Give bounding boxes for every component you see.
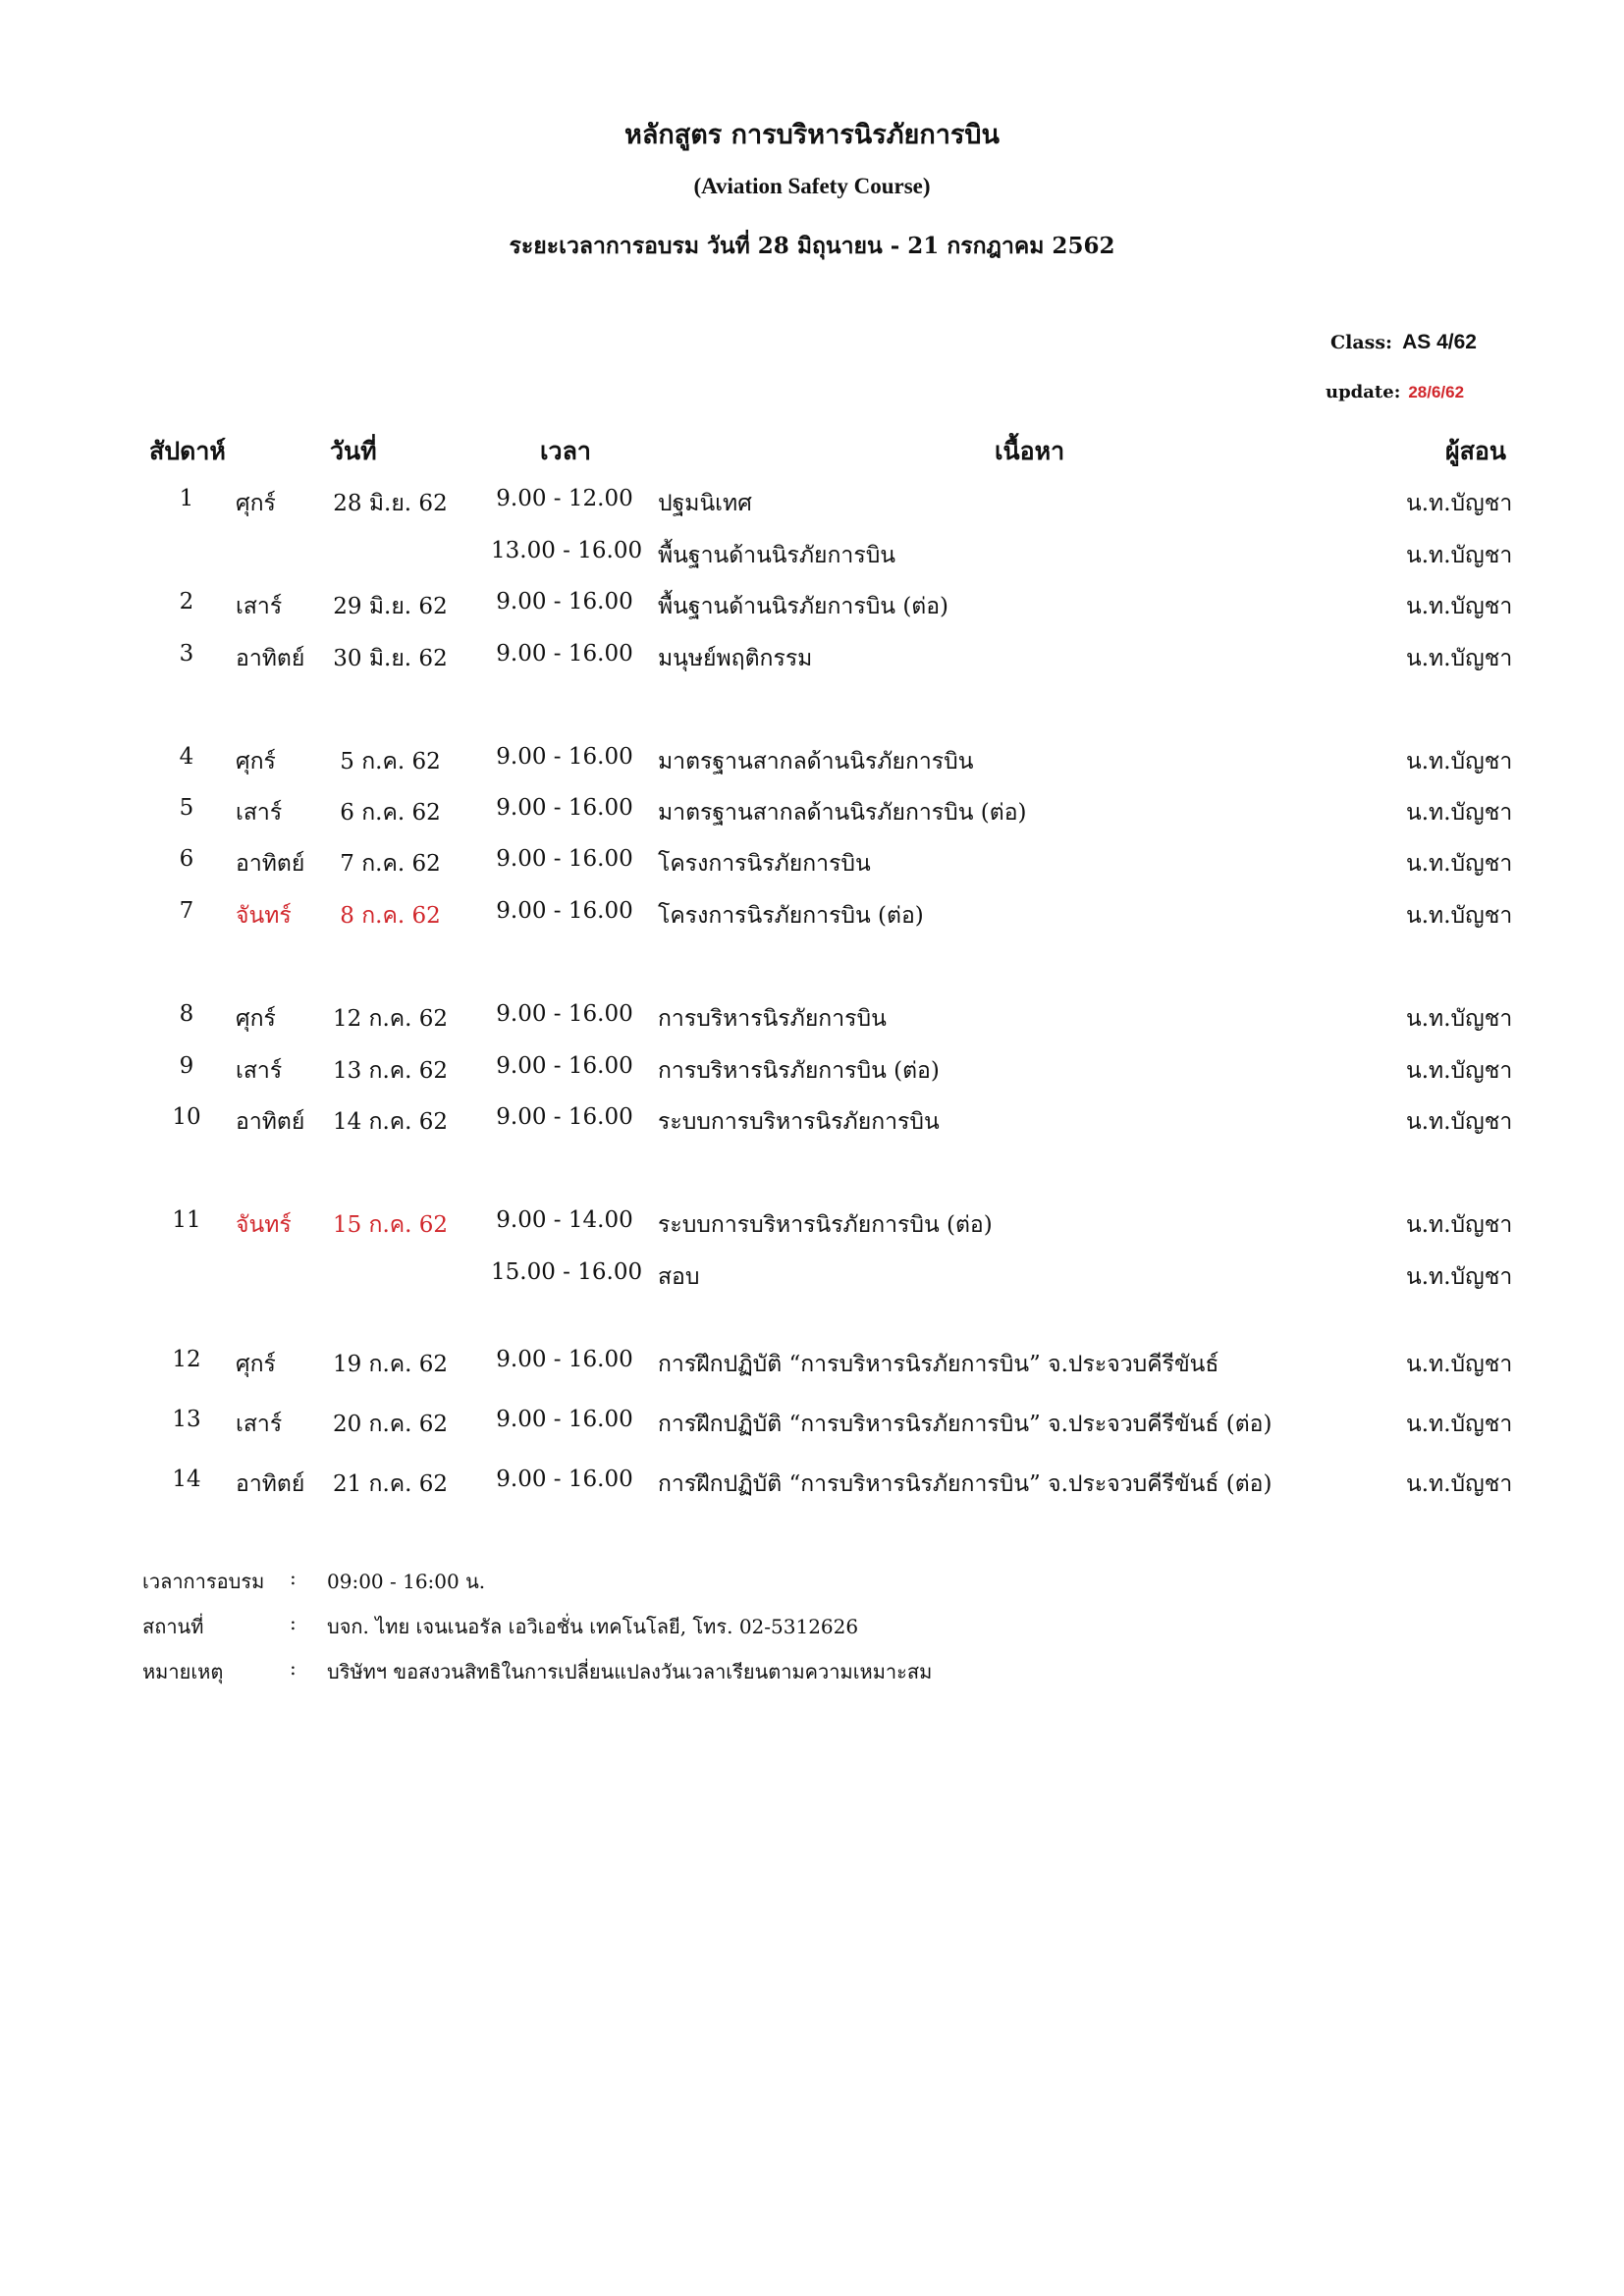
topic-cell: การฝึกปฏิบัติ “การบริหารนิรภัยการบิน” จ.ประจวบคีรีขันธ์ (ต่อ) bbox=[658, 1412, 1272, 1437]
instructor-cell: น.ท.บัญชา bbox=[1406, 1352, 1513, 1377]
time-cell: 9.00 - 16.00 bbox=[496, 1467, 633, 1492]
day-cell: เสาร์ bbox=[236, 1058, 283, 1084]
footer-hours-label: เวลาการอบรม bbox=[142, 1570, 265, 1593]
class-value: AS 4/62 bbox=[1402, 331, 1477, 353]
update-info bbox=[1326, 382, 1464, 402]
topic-cell: ระบบการบริหารนิรภัยการบิน bbox=[658, 1109, 940, 1135]
topic-cell: การบริหารนิรภัยการบิน bbox=[658, 1006, 887, 1032]
day-cell: จันทร์ bbox=[236, 903, 292, 929]
update-label: update: bbox=[1326, 382, 1401, 402]
instructor-cell: น.ท.บัญชา bbox=[1406, 491, 1513, 516]
table-row bbox=[0, 1053, 1624, 1093]
date-cell: 6 ก.ค. 62 bbox=[340, 800, 441, 826]
date-cell: 14 ก.ค. 62 bbox=[332, 1109, 449, 1135]
table-row bbox=[0, 1259, 1624, 1299]
instructor-cell: น.ท.บัญชา bbox=[1406, 1212, 1513, 1238]
table-row bbox=[0, 1407, 1624, 1446]
date-cell: 19 ก.ค. 62 bbox=[332, 1352, 449, 1377]
time-cell: 9.00 - 16.00 bbox=[496, 1347, 633, 1372]
date-cell: 28 มิ.ย. 62 bbox=[333, 491, 448, 516]
instructor-cell: น.ท.บัญชา bbox=[1406, 749, 1513, 774]
class-label: Class: bbox=[1330, 332, 1393, 353]
table-row bbox=[0, 898, 1624, 937]
column-header-time: เวลา bbox=[540, 437, 591, 465]
day-cell: ศุกร์ bbox=[236, 1352, 276, 1377]
time-cell: 9.00 - 14.00 bbox=[496, 1207, 633, 1233]
column-header-instructor: ผู้สอน bbox=[1445, 437, 1507, 465]
instructor-cell: น.ท.บัญชา bbox=[1406, 646, 1513, 671]
time-cell: 9.00 - 16.00 bbox=[496, 795, 633, 821]
instructor-cell: น.ท.บัญชา bbox=[1406, 594, 1513, 619]
instructor-cell: น.ท.บัญชา bbox=[1406, 1109, 1513, 1135]
week-cell: 6 bbox=[179, 846, 194, 872]
day-cell: อาทิตย์ bbox=[236, 1471, 305, 1497]
week-cell: 10 bbox=[172, 1104, 201, 1130]
instructor-cell: น.ท.บัญชา bbox=[1406, 1471, 1513, 1497]
week-cell: 5 bbox=[179, 795, 194, 821]
course-subtitle: (Aviation Safety Course) bbox=[693, 174, 931, 198]
course-title: หลักสูตร การบริหารนิรภัยการบิน bbox=[624, 120, 1000, 150]
table-row bbox=[0, 846, 1624, 885]
date-cell: 13 ก.ค. 62 bbox=[332, 1058, 449, 1084]
time-cell: 13.00 - 16.00 bbox=[491, 538, 643, 563]
day-cell: ศุกร์ bbox=[236, 491, 276, 516]
time-cell: 15.00 - 16.00 bbox=[491, 1259, 643, 1285]
day-cell: จันทร์ bbox=[236, 1212, 292, 1238]
instructor-cell: น.ท.บัญชา bbox=[1406, 851, 1513, 877]
topic-cell: โครงการนิรภัยการบิน bbox=[658, 851, 871, 877]
table-row bbox=[0, 641, 1624, 680]
table-row bbox=[0, 744, 1624, 783]
time-cell: 9.00 - 16.00 bbox=[496, 641, 633, 667]
week-cell: 4 bbox=[179, 744, 194, 770]
footer-colon: : bbox=[290, 1656, 297, 1680]
topic-cell: โครงการนิรภัยการบิน (ต่อ) bbox=[658, 903, 924, 929]
date-cell: 12 ก.ค. 62 bbox=[332, 1006, 449, 1032]
footer-venue-label: สถานที่ bbox=[142, 1615, 204, 1638]
table-row bbox=[0, 538, 1624, 577]
topic-cell: ระบบการบริหารนิรภัยการบิน (ต่อ) bbox=[658, 1212, 993, 1238]
week-cell: 11 bbox=[172, 1207, 201, 1233]
date-cell: 21 ก.ค. 62 bbox=[332, 1471, 449, 1497]
table-row bbox=[0, 486, 1624, 525]
week-cell: 12 bbox=[172, 1347, 201, 1372]
table-row bbox=[0, 589, 1624, 628]
table-row bbox=[0, 1001, 1624, 1041]
week-cell: 7 bbox=[179, 898, 194, 924]
week-cell: 3 bbox=[179, 641, 194, 667]
column-header-topic: เนื้อหา bbox=[995, 437, 1065, 465]
date-cell: 30 มิ.ย. 62 bbox=[333, 646, 448, 671]
day-cell: เสาร์ bbox=[236, 1412, 283, 1437]
week-cell: 9 bbox=[179, 1053, 194, 1079]
topic-cell: การฝึกปฏิบัติ “การบริหารนิรภัยการบิน” จ.ประจวบคีรีขันธ์ bbox=[658, 1352, 1219, 1377]
topic-cell: มาตรฐานสากลด้านนิรภัยการบิน (ต่อ) bbox=[658, 800, 1027, 826]
instructor-cell: น.ท.บัญชา bbox=[1406, 903, 1513, 929]
topic-cell: ปฐมนิเทศ bbox=[658, 491, 752, 516]
date-cell: 29 มิ.ย. 62 bbox=[333, 594, 448, 619]
time-cell: 9.00 - 16.00 bbox=[496, 1053, 633, 1079]
date-cell: 8 ก.ค. 62 bbox=[340, 903, 441, 929]
topic-cell: สอบ bbox=[658, 1264, 700, 1290]
instructor-cell: น.ท.บัญชา bbox=[1406, 543, 1513, 568]
topic-cell: การบริหารนิรภัยการบิน (ต่อ) bbox=[658, 1058, 940, 1084]
footer-colon: : bbox=[290, 1611, 297, 1634]
week-cell: 8 bbox=[179, 1001, 194, 1027]
day-cell: เสาร์ bbox=[236, 594, 283, 619]
class-info bbox=[1330, 331, 1477, 354]
time-cell: 9.00 - 16.00 bbox=[496, 1104, 633, 1130]
topic-cell: การฝึกปฏิบัติ “การบริหารนิรภัยการบิน” จ.ประจวบคีรีขันธ์ (ต่อ) bbox=[658, 1471, 1272, 1497]
time-cell: 9.00 - 16.00 bbox=[496, 589, 633, 614]
instructor-cell: น.ท.บัญชา bbox=[1406, 800, 1513, 826]
table-row bbox=[0, 1347, 1624, 1386]
date-cell: 15 ก.ค. 62 bbox=[332, 1212, 449, 1238]
day-cell: ศุกร์ bbox=[236, 749, 276, 774]
table-row bbox=[0, 1207, 1624, 1247]
instructor-cell: น.ท.บัญชา bbox=[1406, 1006, 1513, 1032]
week-cell: 1 bbox=[179, 486, 194, 511]
table-row bbox=[0, 795, 1624, 834]
time-cell: 9.00 - 16.00 bbox=[496, 898, 633, 924]
column-header-week: สัปดาห์ bbox=[149, 437, 226, 465]
footer-note-label: หมายเหตุ bbox=[142, 1660, 224, 1683]
date-cell: 7 ก.ค. 62 bbox=[340, 851, 441, 877]
time-cell: 9.00 - 16.00 bbox=[496, 1407, 633, 1432]
instructor-cell: น.ท.บัญชา bbox=[1406, 1058, 1513, 1084]
table-row bbox=[0, 1467, 1624, 1506]
week-cell: 14 bbox=[172, 1467, 201, 1492]
training-period: ระยะเวลาการอบรม วันที่ 28 มิถุนายน - 21 กรกฎาคม 2562 bbox=[509, 233, 1115, 259]
day-cell: เสาร์ bbox=[236, 800, 283, 826]
time-cell: 9.00 - 12.00 bbox=[496, 486, 633, 511]
date-cell: 5 ก.ค. 62 bbox=[340, 749, 441, 774]
time-cell: 9.00 - 16.00 bbox=[496, 1001, 633, 1027]
date-cell: 20 ก.ค. 62 bbox=[332, 1412, 449, 1437]
update-value: 28/6/62 bbox=[1408, 383, 1465, 401]
footer-venue-value: บจก. ไทย เจนเนอรัล เอวิเอชั่น เทคโนโลยี, โทร. 02-5312626 bbox=[327, 1615, 859, 1638]
table-row bbox=[0, 1104, 1624, 1144]
instructor-cell: น.ท.บัญชา bbox=[1406, 1264, 1513, 1290]
footer-hours-value: 09:00 - 16:00 น. bbox=[327, 1570, 486, 1593]
time-cell: 9.00 - 16.00 bbox=[496, 846, 633, 872]
week-cell: 13 bbox=[172, 1407, 201, 1432]
day-cell: อาทิตย์ bbox=[236, 646, 305, 671]
footer-note-value: บริษัทฯ ขอสงวนสิทธิในการเปลี่ยนแปลงวันเวลาเรียนตามความเหมาะสม bbox=[327, 1660, 933, 1683]
topic-cell: พื้นฐานด้านนิรภัยการบิน (ต่อ) bbox=[658, 594, 949, 619]
day-cell: อาทิตย์ bbox=[236, 851, 305, 877]
topic-cell: มาตรฐานสากลด้านนิรภัยการบิน bbox=[658, 749, 974, 774]
instructor-cell: น.ท.บัญชา bbox=[1406, 1412, 1513, 1437]
topic-cell: พื้นฐานด้านนิรภัยการบิน bbox=[658, 543, 896, 568]
footer-colon: : bbox=[290, 1566, 297, 1589]
day-cell: อาทิตย์ bbox=[236, 1109, 305, 1135]
week-cell: 2 bbox=[179, 589, 194, 614]
topic-cell: มนุษย์พฤติกรรม bbox=[658, 646, 813, 671]
time-cell: 9.00 - 16.00 bbox=[496, 744, 633, 770]
day-cell: ศุกร์ bbox=[236, 1006, 276, 1032]
column-header-date: วันที่ bbox=[330, 437, 377, 465]
